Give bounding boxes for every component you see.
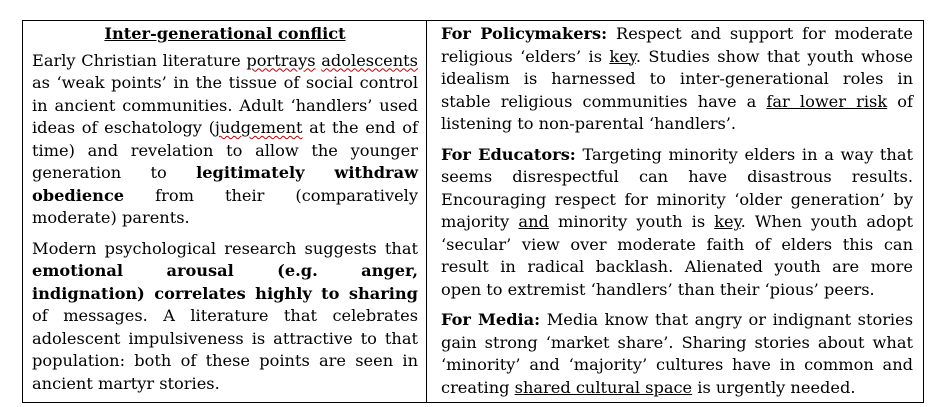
text: at the end of time) and revelation to allow the younger generation to	[32, 118, 418, 182]
text: Media know that angry or indignant stories gain strong ‘market share’. Sharing stories about what ‘minority’ and ‘majority’ cultures have in common and creating	[441, 310, 914, 397]
spellcheck-word: judgement	[214, 118, 303, 137]
text: of messages. A literature that celebrates adolescent impulsiveness is attractive to that population: both of these points are seen in ancient martyr stories.	[32, 306, 418, 393]
text: Targeting minority elders in a way that seems disrespectful can have disastrous results. Encouraging respect for minority ‘older generation’ by majority	[441, 144, 913, 231]
bold-phrase: emotional arousal (e.g. anger, indignation) correlates highly to sharing	[32, 261, 418, 303]
text: Modern psychological research suggests that	[32, 238, 418, 258]
column-title: Inter-generational conflict	[104, 24, 346, 43]
two-column-table	[22, 20, 924, 403]
underlined-phrase: far lower risk	[766, 91, 888, 111]
spellcheck-word: adolescents	[321, 50, 418, 70]
paragraph-media	[441, 309, 913, 399]
text: . When youth adopt ‘secular’ view over moderate faith of elders this can result in radical backlash. Alienated youth are more open to extremist ‘handlers’ than their ‘pious’ peers.	[441, 212, 913, 299]
spellcheck-word: portrays	[246, 50, 316, 70]
text: from their (comparatively moderate) parents.	[32, 185, 418, 227]
section-heading: For Media:	[441, 310, 541, 329]
paragraph-early-christian	[32, 50, 418, 230]
text: of listening to non-parental ‘handlers’.	[441, 91, 913, 133]
left-column	[23, 21, 427, 402]
text: Respect and support for moderate religious ‘elders’ is	[441, 24, 914, 66]
section-heading: For Policymakers:	[441, 24, 608, 43]
right-column	[427, 21, 923, 402]
paragraph-educators	[441, 144, 913, 302]
paragraph-modern-research	[32, 238, 418, 396]
underlined-phrase: shared cultural space	[514, 377, 693, 397]
text: . Studies show that youth whose idealism is harnessed to inter-generational roles in stable religious communities have a	[441, 46, 913, 111]
text: is urgently needed.	[692, 377, 856, 397]
underlined-word: key	[714, 212, 741, 231]
bold-phrase: legitimately withdraw obedience	[32, 163, 418, 205]
text: Early Christian literature	[32, 50, 247, 70]
underlined-word: key	[609, 46, 636, 66]
section-heading: For Educators:	[441, 144, 576, 164]
text: as ‘weak points’ in the tissue of social control in ancient communities. Adult ‘handlers’ used ideas of eschatology (	[32, 73, 418, 137]
paragraph-policymakers	[441, 23, 913, 136]
text: minority youth is	[548, 212, 715, 231]
underlined-word: and	[518, 212, 549, 231]
